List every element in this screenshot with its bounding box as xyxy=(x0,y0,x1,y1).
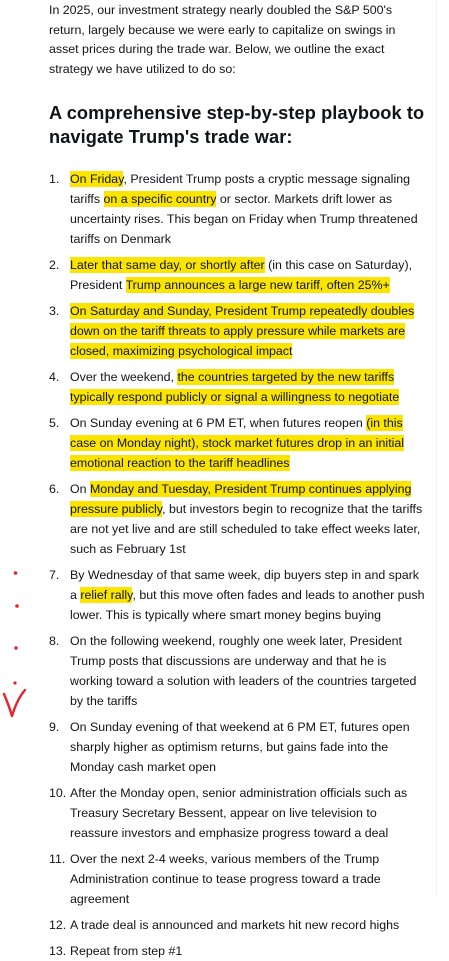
step-number: 12. xyxy=(49,918,67,933)
highlighted-text: (in this case on Monday night), stock market futures drop in an initial emotional reaction to the tariff headlines xyxy=(70,416,405,471)
step-number: 11. xyxy=(49,852,66,867)
step-text-run: (in this case on Saturday), President xyxy=(70,258,413,293)
step-number: 6. xyxy=(49,482,60,497)
step-text xyxy=(70,786,407,840)
highlighted-text: relief rally xyxy=(80,588,133,603)
step-text-run: After the Monday open, senior administration officials such as Treasury Secretary Bessent, appear on live television to reassure investors and emphasize progress toward a deal xyxy=(70,786,408,841)
step-text xyxy=(70,634,416,708)
highlighted-text: the countries targeted by the new tariffs typically respond publicly or signal a willingness to negotiate xyxy=(70,370,400,405)
red-dot-mark xyxy=(15,604,19,608)
red-dot-mark xyxy=(14,646,18,650)
list-item xyxy=(49,301,427,361)
step-number: 2. xyxy=(49,258,60,273)
list-item xyxy=(49,915,427,935)
list-item xyxy=(49,479,427,559)
step-text xyxy=(70,303,414,359)
step-text-run: On Sunday evening at 6 PM ET, when futures reopen xyxy=(70,416,367,431)
step-text xyxy=(70,568,425,622)
list-item xyxy=(49,849,427,909)
red-dot-mark xyxy=(13,681,16,684)
step-number: 4. xyxy=(49,370,60,385)
step-text xyxy=(70,171,418,246)
step-number: 13. xyxy=(49,944,67,959)
column-divider xyxy=(436,0,437,898)
step-text-run: Over the weekend, xyxy=(70,370,178,385)
section-heading: A comprehensive step-by-step playbook to navigate Trump's trade war: xyxy=(49,103,425,148)
step-text xyxy=(70,944,182,958)
step-text xyxy=(70,481,422,556)
playbook-list xyxy=(49,169,427,961)
highlighted-text: On Saturday and Sunday, President Trump repeatedly doubles down on the tariff threats to apply pressure while markets are closed, maximizing psychological impact xyxy=(70,304,415,359)
step-number: 7. xyxy=(49,568,60,583)
red-dot-mark xyxy=(14,571,18,575)
list-item xyxy=(49,255,427,295)
step-number: 5. xyxy=(49,416,60,431)
highlighted-text: Later that same day, or shortly after xyxy=(70,258,265,273)
list-item xyxy=(49,169,427,249)
step-number: 10. xyxy=(49,786,67,801)
list-item xyxy=(49,941,427,961)
step-text xyxy=(70,720,410,774)
highlighted-text: Trump announces a large new tariff, often 25%+ xyxy=(125,278,390,293)
article-body xyxy=(49,0,427,961)
list-item xyxy=(49,717,427,777)
intro-paragraph: In 2025, our investment strategy nearly doubled the S&P 500's return, largely because we were early to capitalize on swings in asset prices during the trade war. Below, we outline the exact strategy we have utilized to do so: xyxy=(49,3,396,76)
step-text xyxy=(70,918,399,932)
step-text xyxy=(70,257,412,293)
handwritten-annotations xyxy=(0,0,40,898)
list-item xyxy=(49,413,427,473)
highlighted-text: On Friday xyxy=(70,172,124,187)
step-text-run: By Wednesday of that same week, dip buyers step in and spark a xyxy=(70,568,419,603)
step-text xyxy=(70,852,381,906)
step-text-run: Repeat from step #1 xyxy=(70,944,183,959)
step-text-run: , but this move often fades and leads to another push lower. This is typically where smart money begins buying xyxy=(70,588,425,623)
list-item xyxy=(49,783,427,843)
step-text-run: On xyxy=(70,482,90,497)
list-item xyxy=(49,367,427,407)
step-text xyxy=(70,415,404,471)
step-text-run: Over the next 2-4 weeks, various members of the Trump Administration continue to tease progress toward a trade agreement xyxy=(70,852,381,907)
step-text-run: On Sunday evening of that weekend at 6 PM ET, futures open sharply higher as optimism returns, but gains fade into the Monday cash market open xyxy=(70,720,410,775)
highlighted-text: on a specific country xyxy=(103,192,217,207)
step-number: 3. xyxy=(49,304,60,319)
step-text-run: or sector. Markets drift lower as uncertainty rises. This began on Friday when Trump threatened tariffs on Denmark xyxy=(70,192,418,247)
step-number: 9. xyxy=(49,720,60,735)
list-item xyxy=(49,565,427,625)
step-text-run: , but investors begin to recognize that the tariffs are not yet live and are still scheduled to take effect weeks later, such as February 1st xyxy=(70,502,423,557)
list-item xyxy=(49,631,427,711)
highlighted-text: Monday and Tuesday, President Trump continues applying pressure publicly xyxy=(70,482,412,517)
step-number: 1. xyxy=(49,172,60,187)
step-text-run: On the following weekend, roughly one week later, President Trump posts that discussions are underway and that he is working toward a solution with leaders of the countries targeted by the tariffs xyxy=(70,634,417,709)
step-text xyxy=(70,369,399,405)
step-number: 8. xyxy=(49,634,60,649)
step-text-run: A trade deal is announced and markets hit new record highs xyxy=(70,918,400,933)
step-text-run: , President Trump posts a cryptic message signaling tariffs xyxy=(70,172,410,207)
red-checkmark xyxy=(4,690,25,716)
